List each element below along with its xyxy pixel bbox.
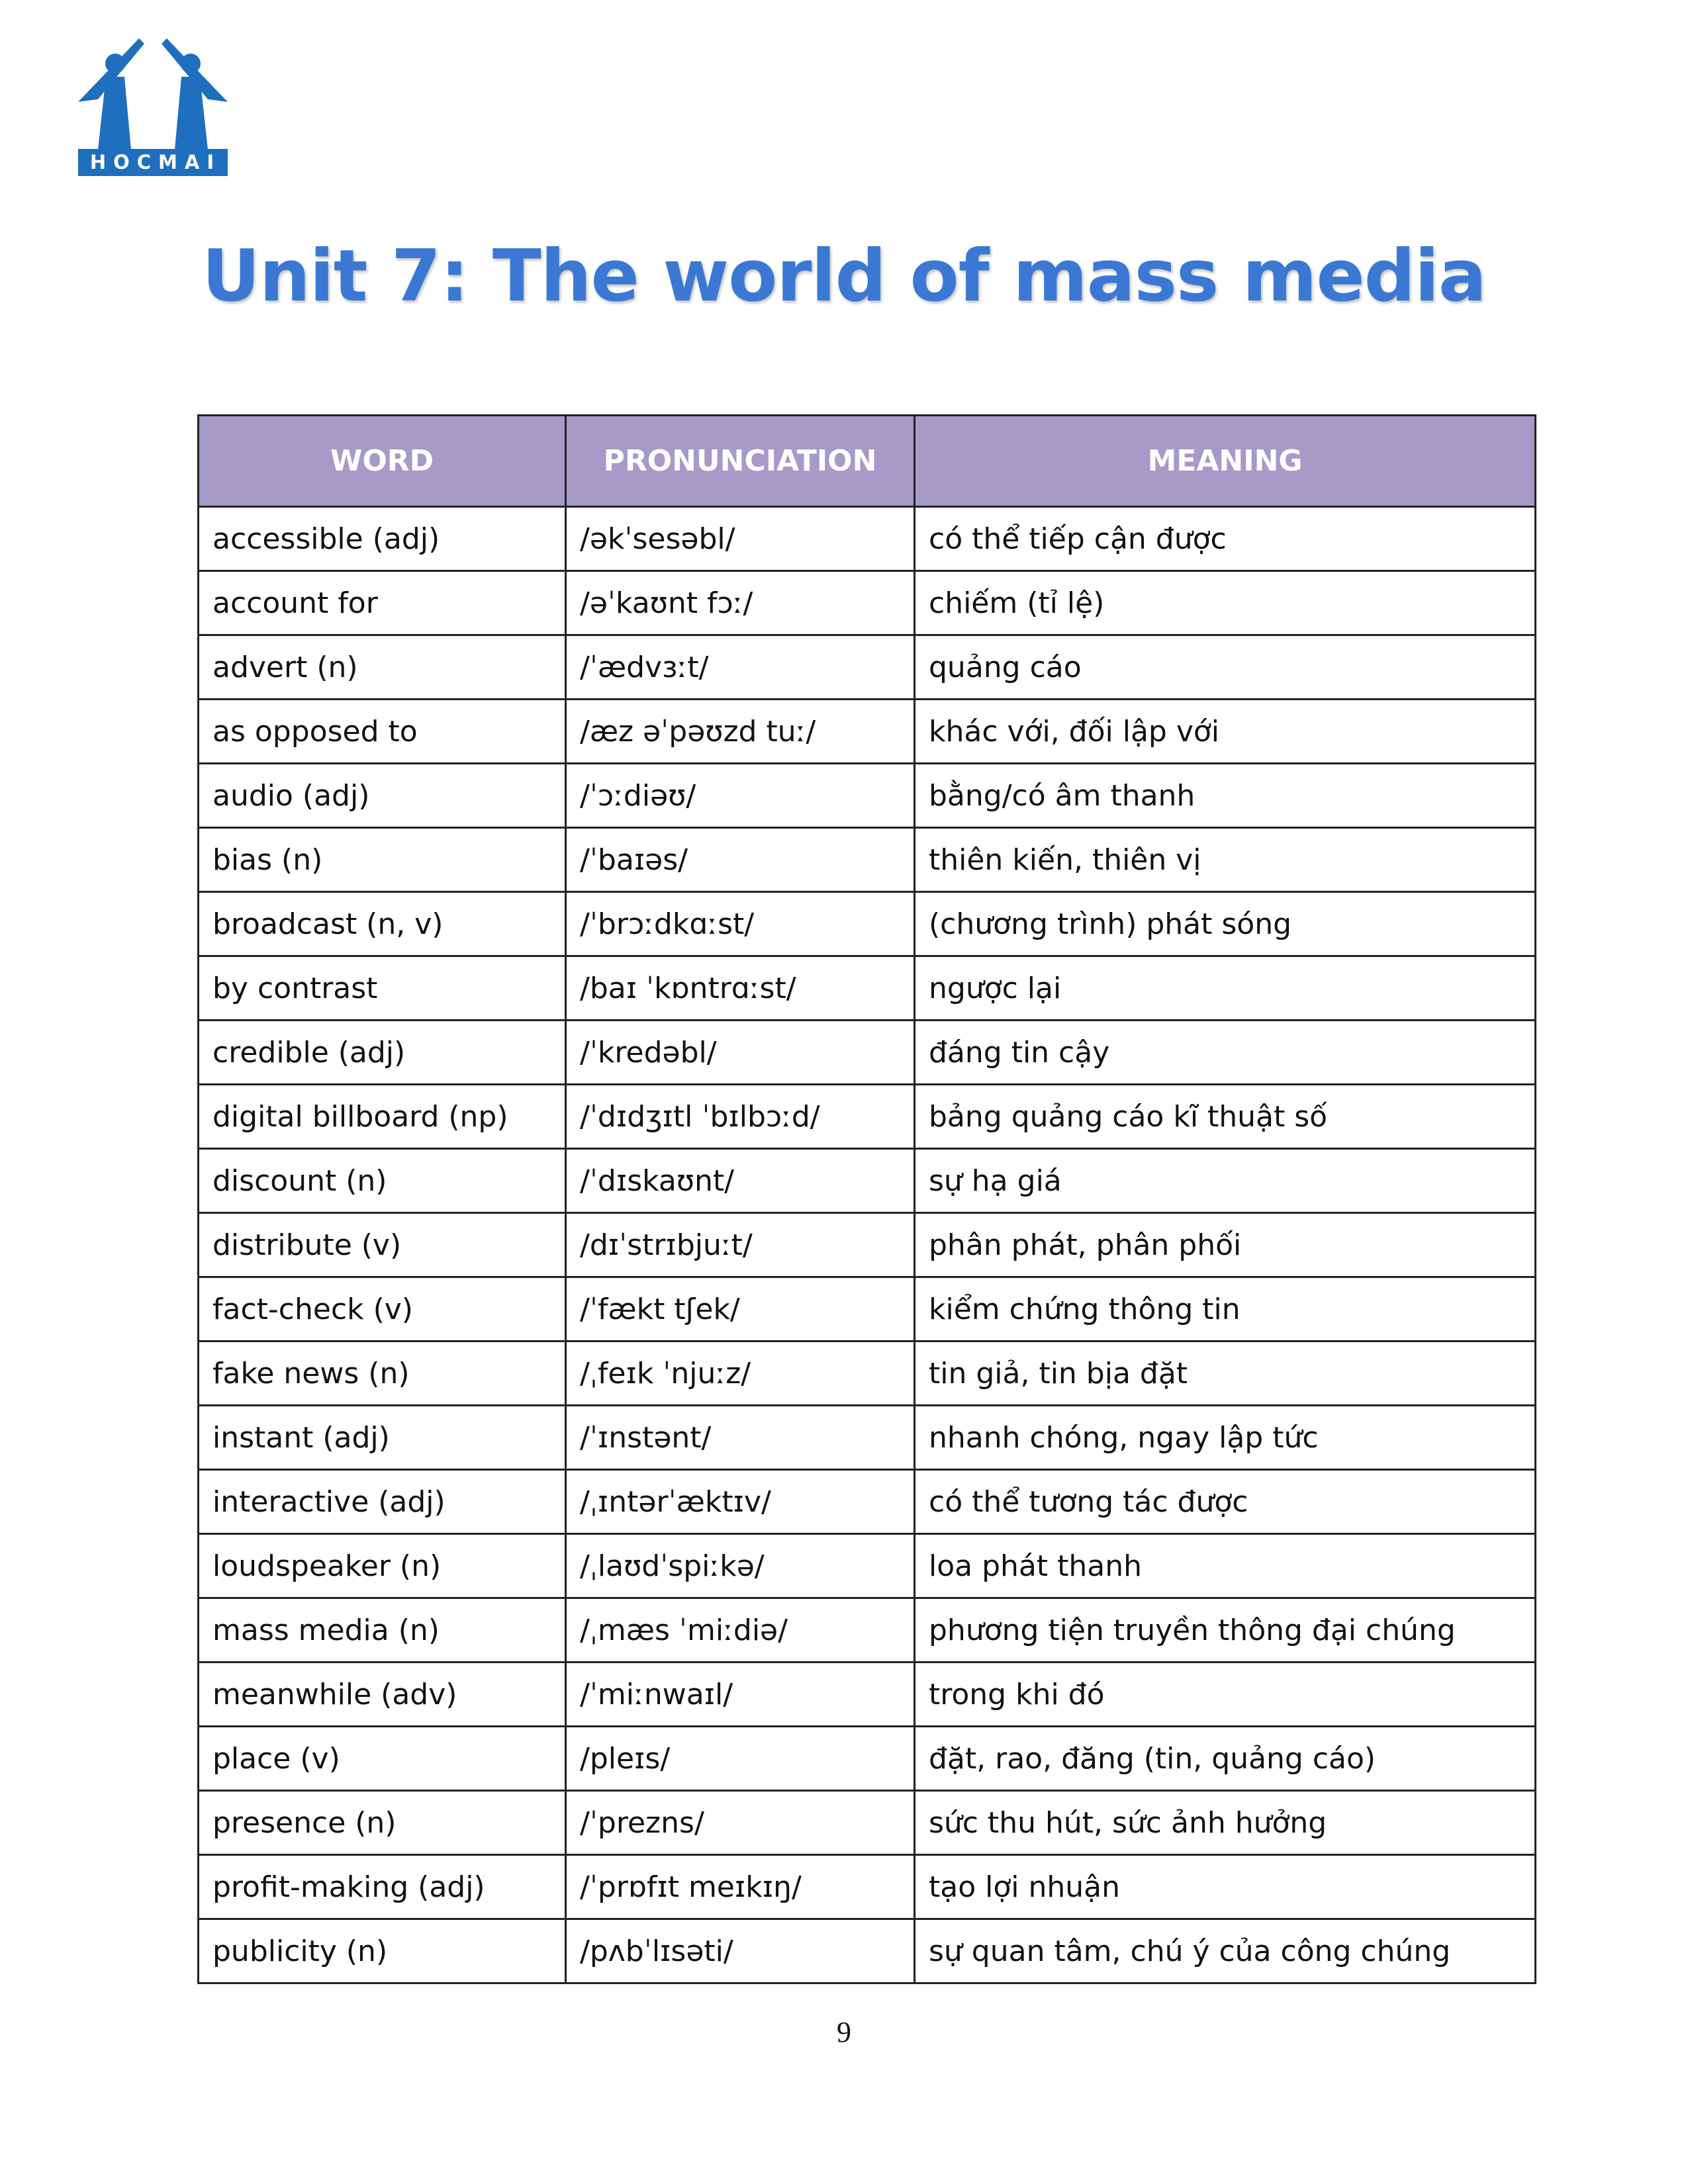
logo-figures-icon [78, 36, 228, 150]
table-row [199, 1470, 1536, 1534]
pronunciation-cell: /pleɪs/ [566, 1727, 915, 1791]
pronunciation-cell: /ˌɪntərˈæktɪv/ [566, 1470, 915, 1534]
page-number: 9 [837, 2016, 851, 2048]
word-cell: distribute (v) [199, 1213, 566, 1277]
word-cell: discount (n) [199, 1149, 566, 1213]
pronunciation-cell: /ˌfeɪk ˈnjuːz/ [566, 1342, 915, 1406]
meaning-cell: ngược lại [915, 956, 1536, 1021]
word-cell: presence (n) [199, 1791, 566, 1855]
logo-text: HOCMAI [78, 149, 228, 176]
table-row [199, 1149, 1536, 1213]
meaning-cell: sự quan tâm, chú ý của công chúng [915, 1919, 1536, 1983]
meaning-cell: kiểm chứng thông tin [915, 1277, 1536, 1342]
pronunciation-cell: /ˈbrɔːdkɑːst/ [566, 892, 915, 956]
pronunciation-cell: /ˈɪnstənt/ [566, 1406, 915, 1470]
meaning-cell: sức thu hút, sức ảnh hưởng [915, 1791, 1536, 1855]
table-row [199, 1855, 1536, 1919]
word-cell: place (v) [199, 1727, 566, 1791]
pronunciation-cell: /ˈmiːnwaɪl/ [566, 1662, 915, 1727]
meaning-cell: tạo lợi nhuận [915, 1855, 1536, 1919]
pronunciation-cell: /ˈprɒfɪt meɪkɪŋ/ [566, 1855, 915, 1919]
pronunciation-cell: /əkˈsesəbl/ [566, 507, 915, 571]
pronunciation-cell: /ˈkredəbl/ [566, 1021, 915, 1085]
meaning-cell: nhanh chóng, ngay lập tức [915, 1406, 1536, 1470]
word-cell: interactive (adj) [199, 1470, 566, 1534]
word-cell: audio (adj) [199, 764, 566, 828]
table-row [199, 1406, 1536, 1470]
table-row [199, 1598, 1536, 1662]
header-pronunciation: PRONUNCIATION [566, 416, 915, 507]
table-row [199, 635, 1536, 700]
pronunciation-cell: /baɪ ˈkɒntrɑːst/ [566, 956, 915, 1021]
pronunciation-cell: /ˈædvɜːt/ [566, 635, 915, 700]
word-cell: accessible (adj) [199, 507, 566, 571]
pronunciation-cell: /ˈfækt tʃek/ [566, 1277, 915, 1342]
word-cell: advert (n) [199, 635, 566, 700]
pronunciation-cell: /pʌbˈlɪsəti/ [566, 1919, 915, 1983]
pronunciation-cell: /ˈdɪskaʊnt/ [566, 1149, 915, 1213]
pronunciation-cell: /ˌmæs ˈmiːdiə/ [566, 1598, 915, 1662]
table-row [199, 1021, 1536, 1085]
table-row [199, 956, 1536, 1021]
word-cell: broadcast (n, v) [199, 892, 566, 956]
vocabulary-table [197, 414, 1536, 1984]
table-header-row [199, 416, 1536, 507]
word-cell: loudspeaker (n) [199, 1534, 566, 1598]
pronunciation-cell: /dɪˈstrɪbjuːt/ [566, 1213, 915, 1277]
pronunciation-cell: /ˈɔːdiəʊ/ [566, 764, 915, 828]
word-cell: profit-making (adj) [199, 1855, 566, 1919]
page-title: Unit 7: The world of mass media [202, 235, 1486, 318]
table-row [199, 1342, 1536, 1406]
table-row [199, 507, 1536, 571]
meaning-cell: bảng quảng cáo kĩ thuật số [915, 1085, 1536, 1149]
table-row [199, 1277, 1536, 1342]
word-cell: credible (adj) [199, 1021, 566, 1085]
word-cell: fake news (n) [199, 1342, 566, 1406]
meaning-cell: có thể tương tác được [915, 1470, 1536, 1534]
hocmai-logo [78, 36, 228, 177]
meaning-cell: phân phát, phân phối [915, 1213, 1536, 1277]
pronunciation-cell: /ˈprezns/ [566, 1791, 915, 1855]
meaning-cell: trong khi đó [915, 1662, 1536, 1727]
word-cell: bias (n) [199, 828, 566, 892]
table-row [199, 1213, 1536, 1277]
table-row [199, 700, 1536, 764]
word-cell: digital billboard (np) [199, 1085, 566, 1149]
meaning-cell: đáng tin cậy [915, 1021, 1536, 1085]
table-row [199, 1085, 1536, 1149]
meaning-cell: quảng cáo [915, 635, 1536, 700]
table-row [199, 1919, 1536, 1983]
word-cell: publicity (n) [199, 1919, 566, 1983]
table-row [199, 892, 1536, 956]
pronunciation-cell: /ˈdɪdʒɪtl ˈbɪlbɔːd/ [566, 1085, 915, 1149]
table-row [199, 1791, 1536, 1855]
table-row [199, 571, 1536, 635]
meaning-cell: thiên kiến, thiên vị [915, 828, 1536, 892]
meaning-cell: bằng/có âm thanh [915, 764, 1536, 828]
meaning-cell: sự hạ giá [915, 1149, 1536, 1213]
pronunciation-cell: /æz əˈpəʊzd tuː/ [566, 700, 915, 764]
meaning-cell: có thể tiếp cận được [915, 507, 1536, 571]
word-cell: account for [199, 571, 566, 635]
table-row [199, 1662, 1536, 1727]
header-word: WORD [199, 416, 566, 507]
meaning-cell: đặt, rao, đăng (tin, quảng cáo) [915, 1727, 1536, 1791]
meaning-cell: tin giả, tin bịa đặt [915, 1342, 1536, 1406]
table-row [199, 764, 1536, 828]
table-row [199, 1534, 1536, 1598]
word-cell: instant (adj) [199, 1406, 566, 1470]
word-cell: by contrast [199, 956, 566, 1021]
meaning-cell: chiếm (tỉ lệ) [915, 571, 1536, 635]
meaning-cell: phương tiện truyền thông đại chúng [915, 1598, 1536, 1662]
meaning-cell: khác với, đối lập với [915, 700, 1536, 764]
word-cell: fact-check (v) [199, 1277, 566, 1342]
meaning-cell: loa phát thanh [915, 1534, 1536, 1598]
meaning-cell: (chương trình) phát sóng [915, 892, 1536, 956]
pronunciation-cell: /ˈbaɪəs/ [566, 828, 915, 892]
word-cell: mass media (n) [199, 1598, 566, 1662]
table-row [199, 1727, 1536, 1791]
header-meaning: MEANING [915, 416, 1536, 507]
pronunciation-cell: /ˌlaʊdˈspiːkə/ [566, 1534, 915, 1598]
word-cell: meanwhile (adv) [199, 1662, 566, 1727]
word-cell: as opposed to [199, 700, 566, 764]
pronunciation-cell: /əˈkaʊnt fɔː/ [566, 571, 915, 635]
table-row [199, 828, 1536, 892]
